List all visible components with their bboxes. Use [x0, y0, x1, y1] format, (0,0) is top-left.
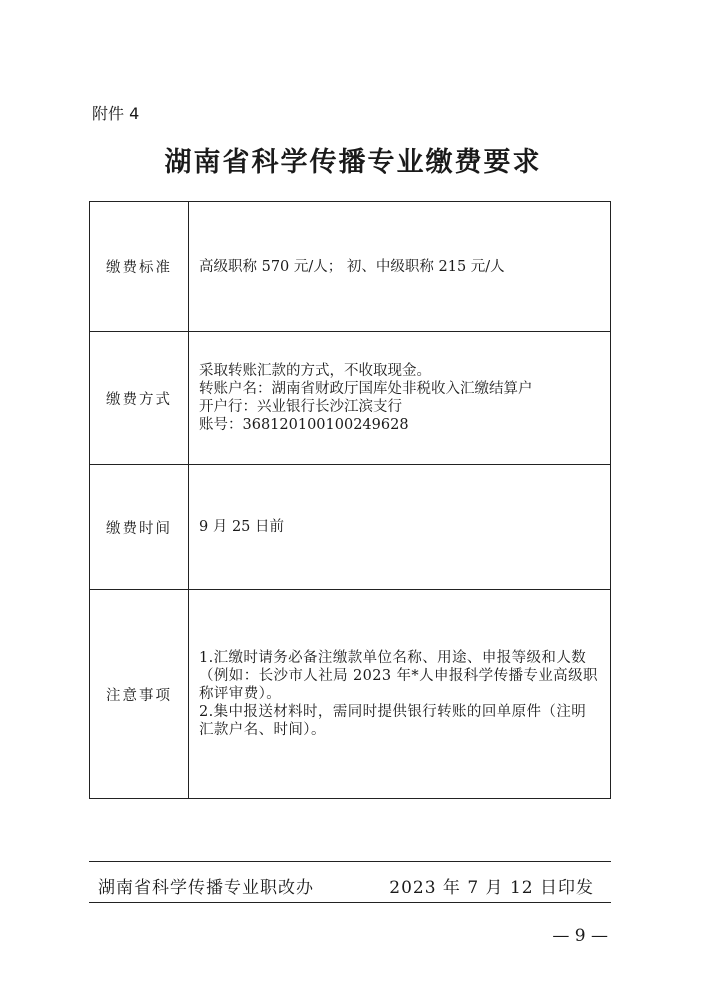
content-line: 高级职称 570 元/人； 初、中级职称 215 元/人 [199, 258, 505, 275]
issue-date: 2023 年 7 月 12 日印发 [389, 878, 594, 898]
row-content [189, 332, 611, 465]
row-label: 缴费时间 [90, 465, 189, 590]
content-line: 开户行：兴业银行长沙江滨支行 [199, 399, 402, 415]
row-label: 缴费标准 [90, 202, 189, 332]
content-line: 转账户名：湖南省财政厅国库处非税收入汇缴结算户 [199, 381, 533, 397]
page-number: — 9 — [552, 926, 608, 946]
table-row-fee-standard [90, 202, 611, 332]
table-row-notes [90, 590, 611, 799]
attachment-label: 附件 4 [92, 104, 140, 123]
row-content [189, 202, 611, 332]
document-title: 湖南省科学传播专业缴费要求 [164, 147, 542, 178]
row-label: 缴费方式 [90, 332, 189, 465]
fee-requirements-table [89, 201, 611, 799]
footer-bottom-rule [89, 902, 611, 903]
content-line: 9 月 25 日前 [199, 519, 285, 535]
content-line: 采取转账汇款的方式，不收取现金。 [199, 363, 431, 379]
content-line: 1.汇缴时请务必备注缴款单位名称、用途、申报等级和人数（例如：长沙市人社局 2023 年*人申报科学传播专业高级职称评审费）。 [199, 650, 598, 702]
content-line: 账号：368120100100249628 [199, 417, 409, 433]
row-content [189, 465, 611, 590]
content-line: 2.集中报送材料时，需同时提供银行转账的回单原件（注明汇款户名、时间）。 [199, 704, 587, 738]
table-row-payment-method [90, 332, 611, 465]
table-row-payment-time [90, 465, 611, 590]
row-label: 注意事项 [90, 590, 189, 799]
footer-top-rule [89, 861, 611, 862]
issuer-name: 湖南省科学传播专业职改办 [98, 878, 314, 898]
row-content [189, 590, 611, 799]
